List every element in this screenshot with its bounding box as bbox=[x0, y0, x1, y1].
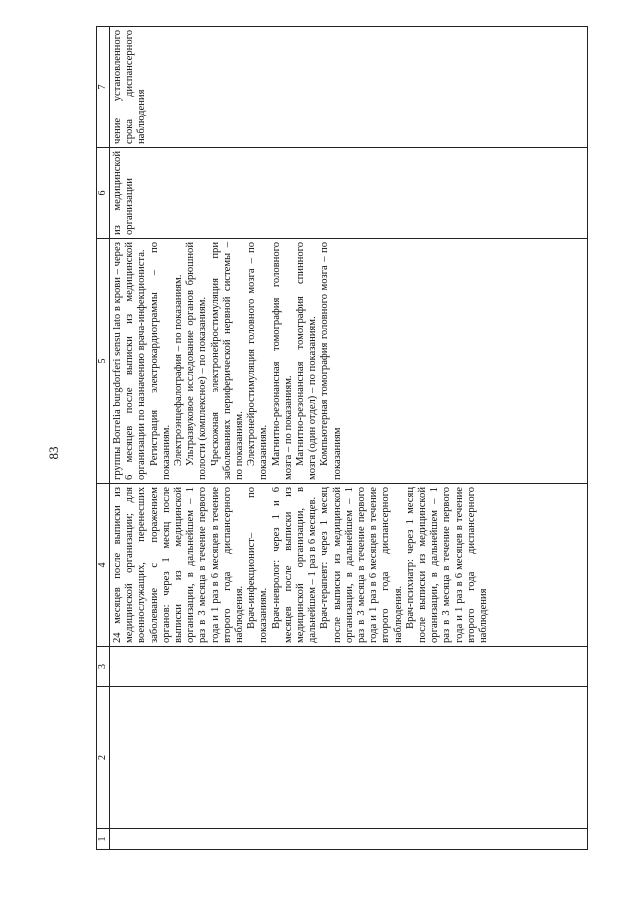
col5-paragraph: Магнитно-резонансная томография спинного мозга (один отдел) – по показаниям. bbox=[295, 242, 319, 480]
col5-paragraph: Электронейростимуляция головного мозга – по показаниям. bbox=[246, 242, 270, 480]
table-row bbox=[110, 27, 588, 850]
page-number: 83 bbox=[46, 446, 61, 460]
rotated-table-container bbox=[96, 30, 588, 850]
header-col-2: 2 bbox=[97, 687, 110, 829]
cell-col-2 bbox=[110, 687, 588, 829]
header-col-5: 5 bbox=[97, 239, 110, 484]
header-col-4: 4 bbox=[97, 484, 110, 647]
col4-paragraph: Врач-терапевт: через 1 месяц после выписки из медицинской организации, в дальнейшем – 1 раз в 3 месяца в течение первого года и 1 раз в 6 месяцев в течение второго года диспансерного наблюдения. bbox=[319, 487, 404, 643]
header-col-3: 3 bbox=[97, 647, 110, 687]
dispensary-observation-table bbox=[96, 26, 588, 850]
col5-paragraph: Электроэнцефалография – по показаниям. bbox=[173, 274, 185, 466]
cell-col-6 bbox=[110, 148, 588, 239]
col5-paragraph: Компьютерная томография головного мозга – по показаниям bbox=[319, 242, 343, 480]
col6-text: из медицинской организации bbox=[112, 151, 136, 235]
col5-paragraph: Ультразвуковое исследование органов брюшной полости (комплексное) – по показаниям. bbox=[185, 242, 209, 480]
col4-paragraph: 24 месяцев после выписки из медицинской организации; для военнослужащих, перенесших заболевание с поражением органов: через 1 месяц после выписки из медицинской организации, в дальнейшем – 1 раз в 3 месяца в течение первого года и 1 раз в 6 месяцев в течение второго года диспансерного наблюдения. bbox=[112, 487, 246, 643]
col4-paragraph: Врач-невролог: через 1 и 6 месяцев после выписки из медицинской организации, в дальнейшем – 1 раз в 6 месяцев. bbox=[270, 487, 319, 643]
cell-col-3 bbox=[110, 647, 588, 687]
cell-col-7 bbox=[110, 27, 588, 148]
header-col-7: 7 bbox=[97, 27, 110, 148]
col5-paragraph: группы Borrelia burgdorferi sensu lato в крови – через 6 месяцев после выписки из медицинской организации по назначению врача-инфекциониста. bbox=[112, 242, 148, 480]
cell-col-4 bbox=[110, 484, 588, 647]
header-col-1: 1 bbox=[97, 829, 110, 850]
col4-paragraph: Врач-психиатр: через 1 месяц после выписки из медицинской организации, в дальнейшем – 1 раз в 3 месяца в течение первого года и 1 раз в 6 месяцев в течение второго года диспансерного наблюдения bbox=[404, 487, 490, 643]
cell-col-5 bbox=[110, 239, 588, 484]
col5-paragraph: Чрескожная электронейростимуляция при заболеваниях периферической нервной системы – по показаниям. bbox=[209, 242, 246, 480]
col7-text: чение установленного срока диспансерного наблюдения bbox=[112, 30, 148, 144]
col4-paragraph: Врач-инфекционист– по показаниям. bbox=[246, 487, 270, 643]
header-row bbox=[97, 27, 110, 850]
col5-paragraph: Магнитно-резонансная томография головного мозга – по показаниям. bbox=[270, 242, 294, 480]
cell-col-1 bbox=[110, 829, 588, 850]
col5-paragraph: Регистрация электрокардиограммы – по показаниям. bbox=[148, 242, 172, 480]
header-col-6: 6 bbox=[97, 148, 110, 239]
